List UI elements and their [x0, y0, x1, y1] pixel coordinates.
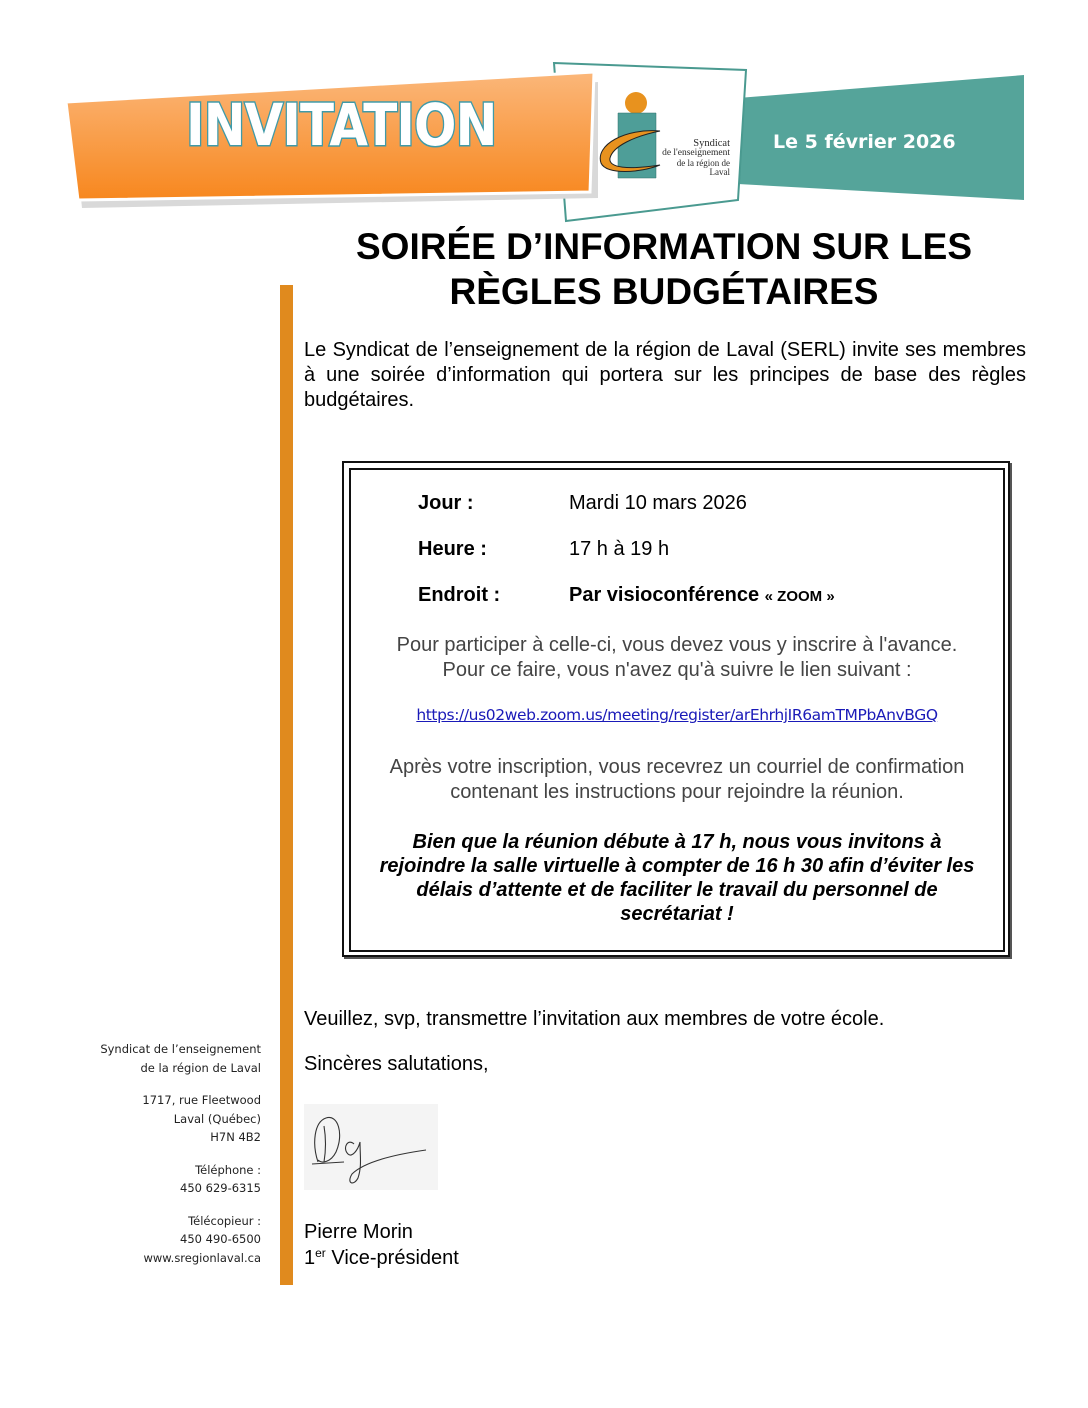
- zoom-tag: « ZOOM »: [764, 588, 835, 605]
- signer-title-ordinal: er: [315, 1246, 326, 1260]
- time-value: 17 h à 19 h: [569, 538, 670, 560]
- logo-text-line3: de la région de Laval: [676, 157, 730, 178]
- registration-instructions: [350, 633, 1004, 683]
- street-address: 1717, rue Fleetwood: [142, 1093, 261, 1107]
- signer-name: Pierre Morin: [304, 1221, 413, 1243]
- signer-title: [304, 1246, 459, 1270]
- org-name-line2: de la région de Laval: [140, 1060, 261, 1075]
- confirmation-line2: contenant les instructions pour rejoindre la réunion.: [450, 781, 904, 803]
- place-label: Endroit :: [418, 584, 501, 606]
- fax-number: 450 490-6500: [180, 1232, 261, 1246]
- header-date: Le 5 février 2026: [773, 131, 956, 153]
- place-value-wrap: [569, 584, 835, 607]
- signer-title-text: Vice-président: [325, 1247, 459, 1269]
- intro-paragraph: Le Syndicat de l’enseignement de la région de Laval (SERL) invite ses membres à une soirée d’information qui portera sur les principes de base des règles budgétaires.: [304, 339, 1026, 411]
- notice-line2: rejoindre la salle virtuelle à compter de 16 h 30 afin d’éviter les: [379, 855, 975, 877]
- logo-text-line1: Syndicat: [693, 138, 730, 149]
- logo-text-line2: de l'enseignement: [662, 148, 730, 159]
- vertical-divider: [280, 285, 293, 1285]
- registration-line1: Pour participer à celle-ci, vous devez vous y inscrire à l'avance.: [396, 634, 958, 656]
- invitation-title: INVITATION: [186, 91, 497, 159]
- forward-request: Veuillez, svp, transmettre l’invitation aux membres de votre école.: [304, 1008, 885, 1030]
- confirmation-info: [350, 755, 1004, 805]
- day-label: Jour :: [418, 492, 474, 514]
- place-value: Par visioconférence: [569, 584, 760, 606]
- org-name-line1: Syndicat de l’enseignement: [100, 1042, 261, 1056]
- logo-text: [660, 138, 730, 178]
- page-title-line1: SOIRÉE D’INFORMATION SUR LES: [355, 226, 972, 267]
- arrival-notice: [350, 830, 1004, 926]
- notice-line1: Bien que la réunion débute à 17 h, nous vous invitons à: [412, 831, 942, 853]
- day-value: Mardi 10 mars 2026: [569, 492, 747, 514]
- postal-code: H7N 4B2: [210, 1130, 261, 1144]
- registration-link[interactable]: https://us02web.zoom.us/meeting/register/arEhrhjIR6amTMPbAnvBGQ: [416, 706, 938, 724]
- city: Laval (Québec): [173, 1111, 261, 1126]
- fax-label: Télécopieur :: [188, 1213, 261, 1228]
- registration-link-wrap: [350, 706, 1004, 725]
- registration-line2: Pour ce faire, vous n'avez qu'à suivre le lien suivant :: [442, 659, 912, 681]
- signature-image: [304, 1104, 438, 1190]
- sidebar-address: [60, 1040, 261, 1267]
- page-title: [300, 224, 1028, 314]
- phone-number: 450 629-6315: [180, 1181, 261, 1195]
- time-label: Heure :: [418, 538, 487, 560]
- notice-line4: secrétariat !: [620, 903, 734, 925]
- page-title-line2: RÈGLES BUDGÉTAIRES: [449, 271, 879, 312]
- notice-line3: délais d’attente et de faciliter le travail du personnel de: [416, 879, 938, 901]
- confirmation-line1: Après votre inscription, vous recevrez un courriel de confirmation: [389, 756, 965, 778]
- phone-label: Téléphone :: [195, 1162, 261, 1177]
- salutation: Sincères salutations,: [304, 1053, 489, 1075]
- signer-title-number: 1: [304, 1247, 316, 1269]
- website: www.sregionlaval.ca: [143, 1250, 261, 1265]
- header-banner: [0, 0, 1088, 240]
